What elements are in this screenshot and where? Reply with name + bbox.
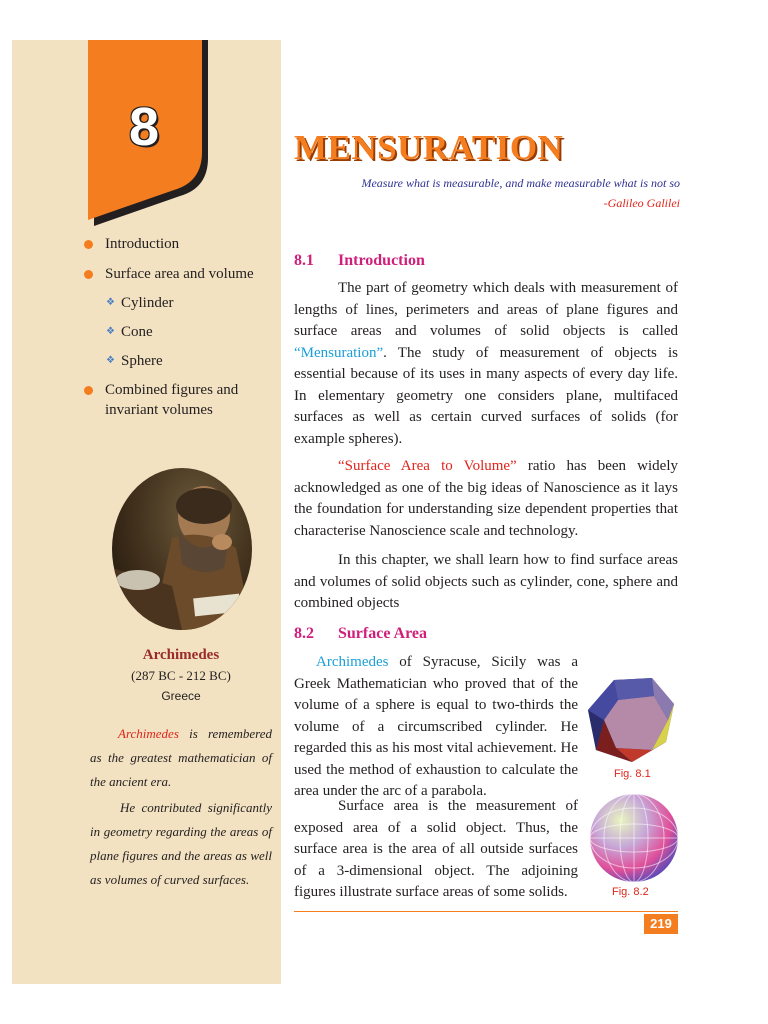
- section-heading-8-2: [294, 625, 427, 643]
- footer-divider: [294, 911, 678, 912]
- bio-paragraph-1: [90, 722, 272, 794]
- surface-area-volume-highlight: “Surface Area to Volume”: [338, 458, 517, 474]
- bio-paragraph-2: He contributed significantly in geometry regarding the areas of plane figures and the areas as well as volumes of curved surfaces.: [90, 800, 272, 887]
- toc-item-label: Combined figures and invariant volumes: [105, 382, 239, 418]
- page-number: 219: [644, 914, 678, 934]
- chapter-number: 8: [128, 97, 160, 157]
- toc-item-cone[interactable]: [106, 322, 266, 342]
- para-text: . The study of measurement of objects is essential because of its uses in many aspects of every day life. In elementary geometry one considers plane, multifaced surfaces as well as certain curved surfaces of solids (for example spheres).: [294, 344, 678, 447]
- chapter-title: MENSURATION: [294, 128, 564, 167]
- intro-paragraph-1: [294, 278, 678, 450]
- diamond-bullet-icon: ❖: [106, 297, 115, 308]
- archimedes-portrait: [112, 468, 252, 630]
- diamond-bullet-icon: ❖: [106, 326, 115, 337]
- section-heading-8-1: [294, 252, 425, 270]
- bullet-icon: [84, 270, 93, 279]
- bullet-icon: [84, 386, 93, 395]
- toc-item-label: Cone: [121, 324, 153, 340]
- section-number: 8.2: [294, 625, 314, 642]
- surface-area-paragraph-1: [294, 652, 578, 803]
- section-number: 8.1: [294, 252, 314, 269]
- toc-item-cylinder[interactable]: [106, 293, 266, 313]
- toc-item-label: Surface area and volume: [105, 266, 254, 282]
- toc-item-label: Cylinder: [121, 295, 174, 311]
- portrait-image: [112, 468, 252, 630]
- intro-paragraph-3: In this chapter, we shall learn how to find surface areas and volumes of solid objects such as cylinder, cone, sphere and combined objects: [294, 552, 678, 611]
- intro-paragraph-2: [294, 456, 678, 542]
- toc-item-surface-area-volume[interactable]: [84, 264, 274, 284]
- toc-item-label: Sphere: [121, 353, 163, 369]
- toc-item-sphere[interactable]: [106, 351, 266, 371]
- chapter-quote: Measure what is measurable, and make measurable what is not so: [361, 176, 680, 190]
- portrait-caption-name: Archimedes: [142, 647, 220, 663]
- toc-item-introduction[interactable]: [84, 234, 274, 254]
- para-text: of Syracuse, Sicily was a Greek Mathematician who proved that of the volume of a sphere is equal to two-thirds the volume of a circumscribed cylinder. He regarded this as his most vital achievement. He used the method of exhaustion to calculate the area under the arc of a parabola.: [294, 654, 578, 799]
- portrait-caption-country: Greece: [161, 689, 201, 703]
- toc-item-combined-figures[interactable]: [84, 380, 274, 420]
- toc-item-label: Introduction: [105, 236, 180, 252]
- portrait-caption-dates: (287 BC - 212 BC): [131, 668, 231, 683]
- archimedes-highlight: Archimedes: [316, 654, 389, 670]
- para-text: The part of geometry which deals with measurement of lengths of lines, perimeters and areas of plane figures and surface areas and volumes of solid objects is called: [294, 280, 678, 339]
- figure-label-8-2: Fig. 8.2: [612, 886, 649, 898]
- diamond-bullet-icon: ❖: [106, 355, 115, 366]
- section-title: Surface Area: [338, 625, 428, 642]
- bio-highlight: Archimedes: [118, 726, 179, 741]
- dodecahedron-figure: [586, 674, 680, 768]
- bio-text: is remembered as the greatest mathematician of the ancient era.: [90, 726, 272, 789]
- bullet-icon: [84, 240, 93, 249]
- sphere-figure: [588, 792, 682, 884]
- mensuration-highlight: “Mensuration”: [294, 344, 384, 361]
- section-title: Introduction: [338, 252, 425, 269]
- figure-label-8-1: Fig. 8.1: [614, 768, 651, 780]
- surface-area-paragraph-2: Surface area is the measurement of exposed area of a solid object. Thus, the surface area is the area of all outside surfaces of a 3-dimensional object. The adjoining figures illustrate surface areas of some solids.: [294, 798, 578, 900]
- para-text: ratio has been widely acknowledged as one of the big ideas of Nanoscience as it lays the foundation for understanding size dependent properties that characterise Nanoscience scale and technology.: [294, 458, 678, 539]
- quote-author: -Galileo Galilei: [603, 196, 680, 210]
